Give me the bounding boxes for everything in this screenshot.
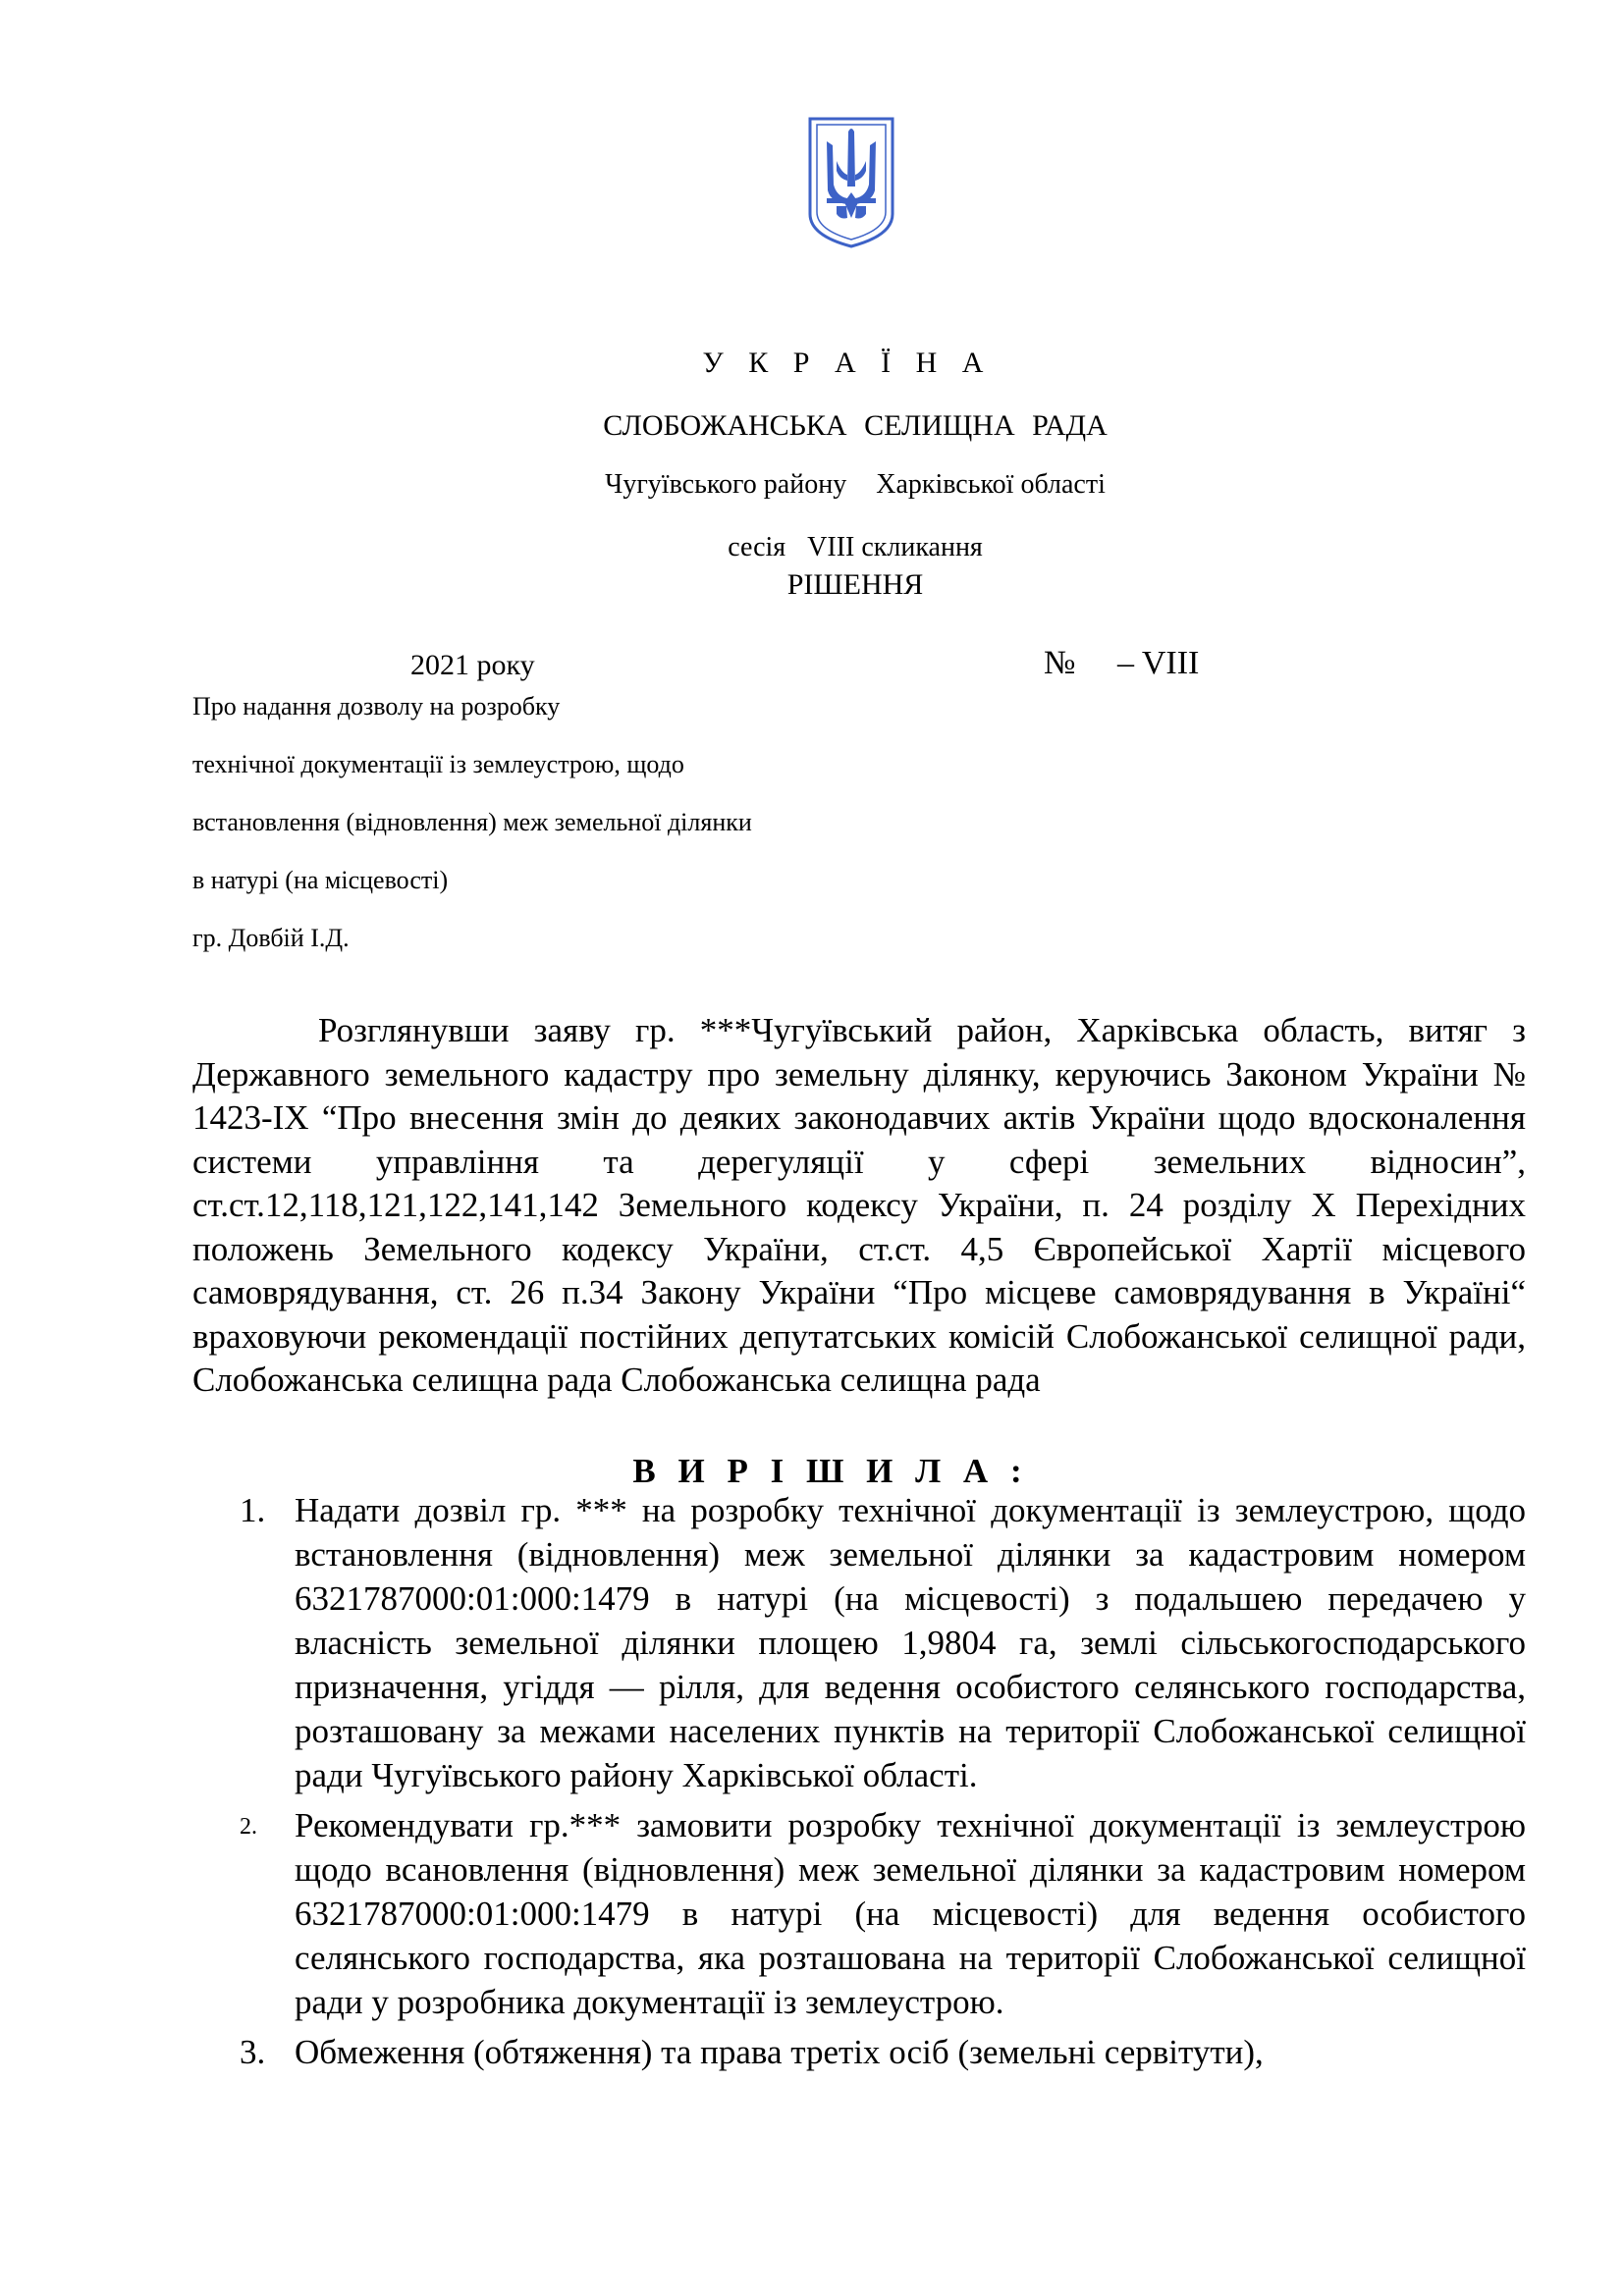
decision-item [240, 2030, 1526, 2074]
item-number: 1. [240, 1491, 266, 1529]
item-text: Надати дозвіл гр. *** на розробку технічної документації із землеустрою, щодо встановлення (відновлення) меж земельної ділянки за кадастровим номером 6321787000:01:000:1479 в натурі (на місцевості) з подальшею передачею у власність земельної ділянки площею 1,9804 га, землі сільськогосподарського призначення, угіддя — рілля, для ведення особистого селянського господарства, розташовану за межами населених пунктів на території Слобожанської селищної ради Чугуївського району Харківської області. [295, 1491, 1526, 1794]
session-line [43, 530, 1624, 565]
decision-items-list [240, 1488, 1526, 2080]
region-name: Харківської області [876, 469, 1106, 500]
district-name: Чугуївського району [605, 469, 847, 500]
decision-heading: РІШЕННЯ [786, 568, 924, 601]
decision-date: 2021 року [410, 649, 535, 681]
decision-number: № – VIII [1044, 645, 1200, 681]
council-heading: СЛОБОЖАНСЬКА СЕЛИЩНА РАДА [603, 409, 1108, 442]
item-number: 2. [240, 1814, 257, 1840]
coat-of-arms-icon [807, 116, 895, 249]
country-heading: У К Р А Ї Н А [702, 347, 993, 379]
item-number: 3. [240, 2033, 266, 2071]
session-word: сесія [728, 532, 786, 562]
item-text: Обмеження (обтяження) та права третіх осіб (земельні сервітути), [295, 2033, 1264, 2071]
convocation: VIII скликання [807, 532, 983, 562]
resolved-heading: В И Р І Ш И Л А : [632, 1452, 1029, 1490]
subject-line: Про надання дозволу на розробку [192, 692, 561, 721]
decision-item [240, 1803, 1526, 2024]
item-text: Рекомендувати гр.*** замовити розробку технічної документації із землеустрою щодо всановлення (відновлення) меж земельної ділянки за кадастровим номером 6321787000:01:000:1479 в натурі (на місцевості) для ведення особистого селянського господарства, яка розташована на території Слобожанської селищної ради у розробника документації із землеустрою. [295, 1806, 1526, 2021]
decision-item [240, 1488, 1526, 1797]
preamble-paragraph: Розглянувши заяву гр. ***Чугуївський район, Харківська область, витяг з Державного земельного кадастру про земельну ділянку, керуючись Законом України № 1423-ІХ “Про внесення змін до деяких законодавчих актів України щодо вдосконалення системи управління та дерегуляції у сфері земельних відносин”, ст.ст.12,118,121,122,141,142 Земельного кодексу України, п. 24 розділу Х Перехідних положень Земельного кодексу України, ст.ст. 4,5 Європейської Хартії місцевого самоврядування, ст. 26 п.34 Закону України “Про місцеве самоврядування в Україні“ враховуючи рекомендації постійних депутатських комісій Слобожанської селищної ради, Слобожанська селищна рада Слобожанська селищна рада [192, 1011, 1526, 1399]
subject-line: в натурі (на місцевості) [192, 866, 449, 894]
district-line [43, 467, 1624, 503]
subject-line: гр. Довбій І.Д. [192, 924, 350, 952]
subject-line: технічної документації із землеустрою, щодо [192, 750, 684, 778]
subject-line: встановлення (відновлення) меж земельної ділянки [192, 808, 752, 836]
